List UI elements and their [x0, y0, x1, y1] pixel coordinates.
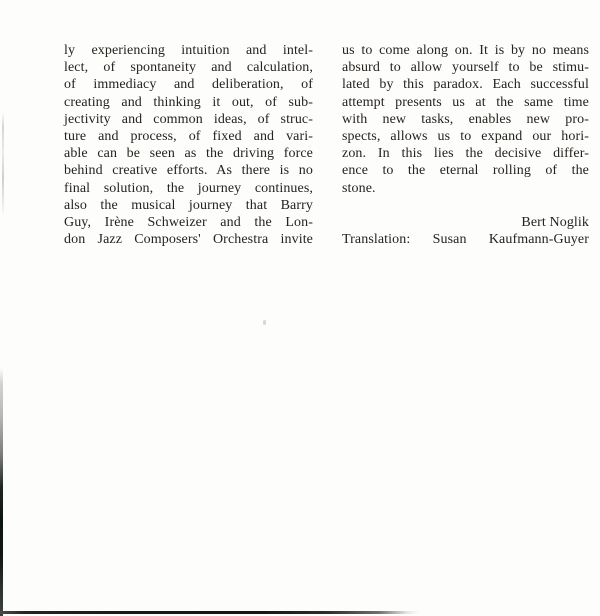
text-line: creating and thinking it out, of sub-: [64, 94, 313, 110]
text-line: don Jazz Composers' Orchestra invite: [64, 232, 313, 248]
text-line: jectivity and common ideas, of struc-: [64, 111, 313, 127]
translation-credit: Translation: Susan Kaufmann-Guyer: [342, 232, 589, 248]
text-line: ly experiencing intuition and intel-: [64, 43, 313, 58]
text-line: us to come along on. It is by no means: [342, 43, 589, 58]
right-text-column: [342, 42, 589, 248]
scan-artifact-left-edge-line: [0, 368, 3, 616]
text-line: behind creative efforts. As there is no: [64, 163, 313, 179]
scan-artifact-bottom-line: [0, 611, 420, 614]
text-line: with new tasks, enables new pro-: [342, 111, 589, 127]
author-credit: Bert Noglik: [521, 214, 589, 230]
text-line: ence to the eternal rolling of the: [342, 163, 589, 179]
text-line: able can be seen as the driving force: [64, 146, 313, 162]
text-line: also the musical journey that Barry: [64, 197, 313, 213]
text-line: Guy, Irène Schweizer and the Lon-: [64, 214, 313, 230]
text-line: stone.: [342, 180, 376, 196]
scan-artifact-speck: [263, 320, 266, 325]
text-line: zon. In this lies the decisive differ-: [342, 146, 589, 162]
text-line: of immediacy and deliberation, of: [64, 77, 313, 93]
text-line: ture and process, of fixed and vari-: [64, 128, 313, 144]
text-line: lect, of spontaneity and calculation,: [64, 60, 313, 76]
blank-line: [342, 197, 589, 214]
text-line: lated by this paradox. Each successful: [342, 77, 589, 93]
text-line: absurd to allow yourself to be stimu-: [342, 60, 589, 76]
scan-artifact-left-edge-faint: [2, 112, 4, 214]
text-line: attempt presents us at the same time: [342, 94, 589, 110]
text-line: spects, allows us to expand our hori-: [342, 128, 589, 144]
left-text-column: [64, 42, 313, 248]
text-line: final solution, the journey continues,: [64, 180, 313, 196]
